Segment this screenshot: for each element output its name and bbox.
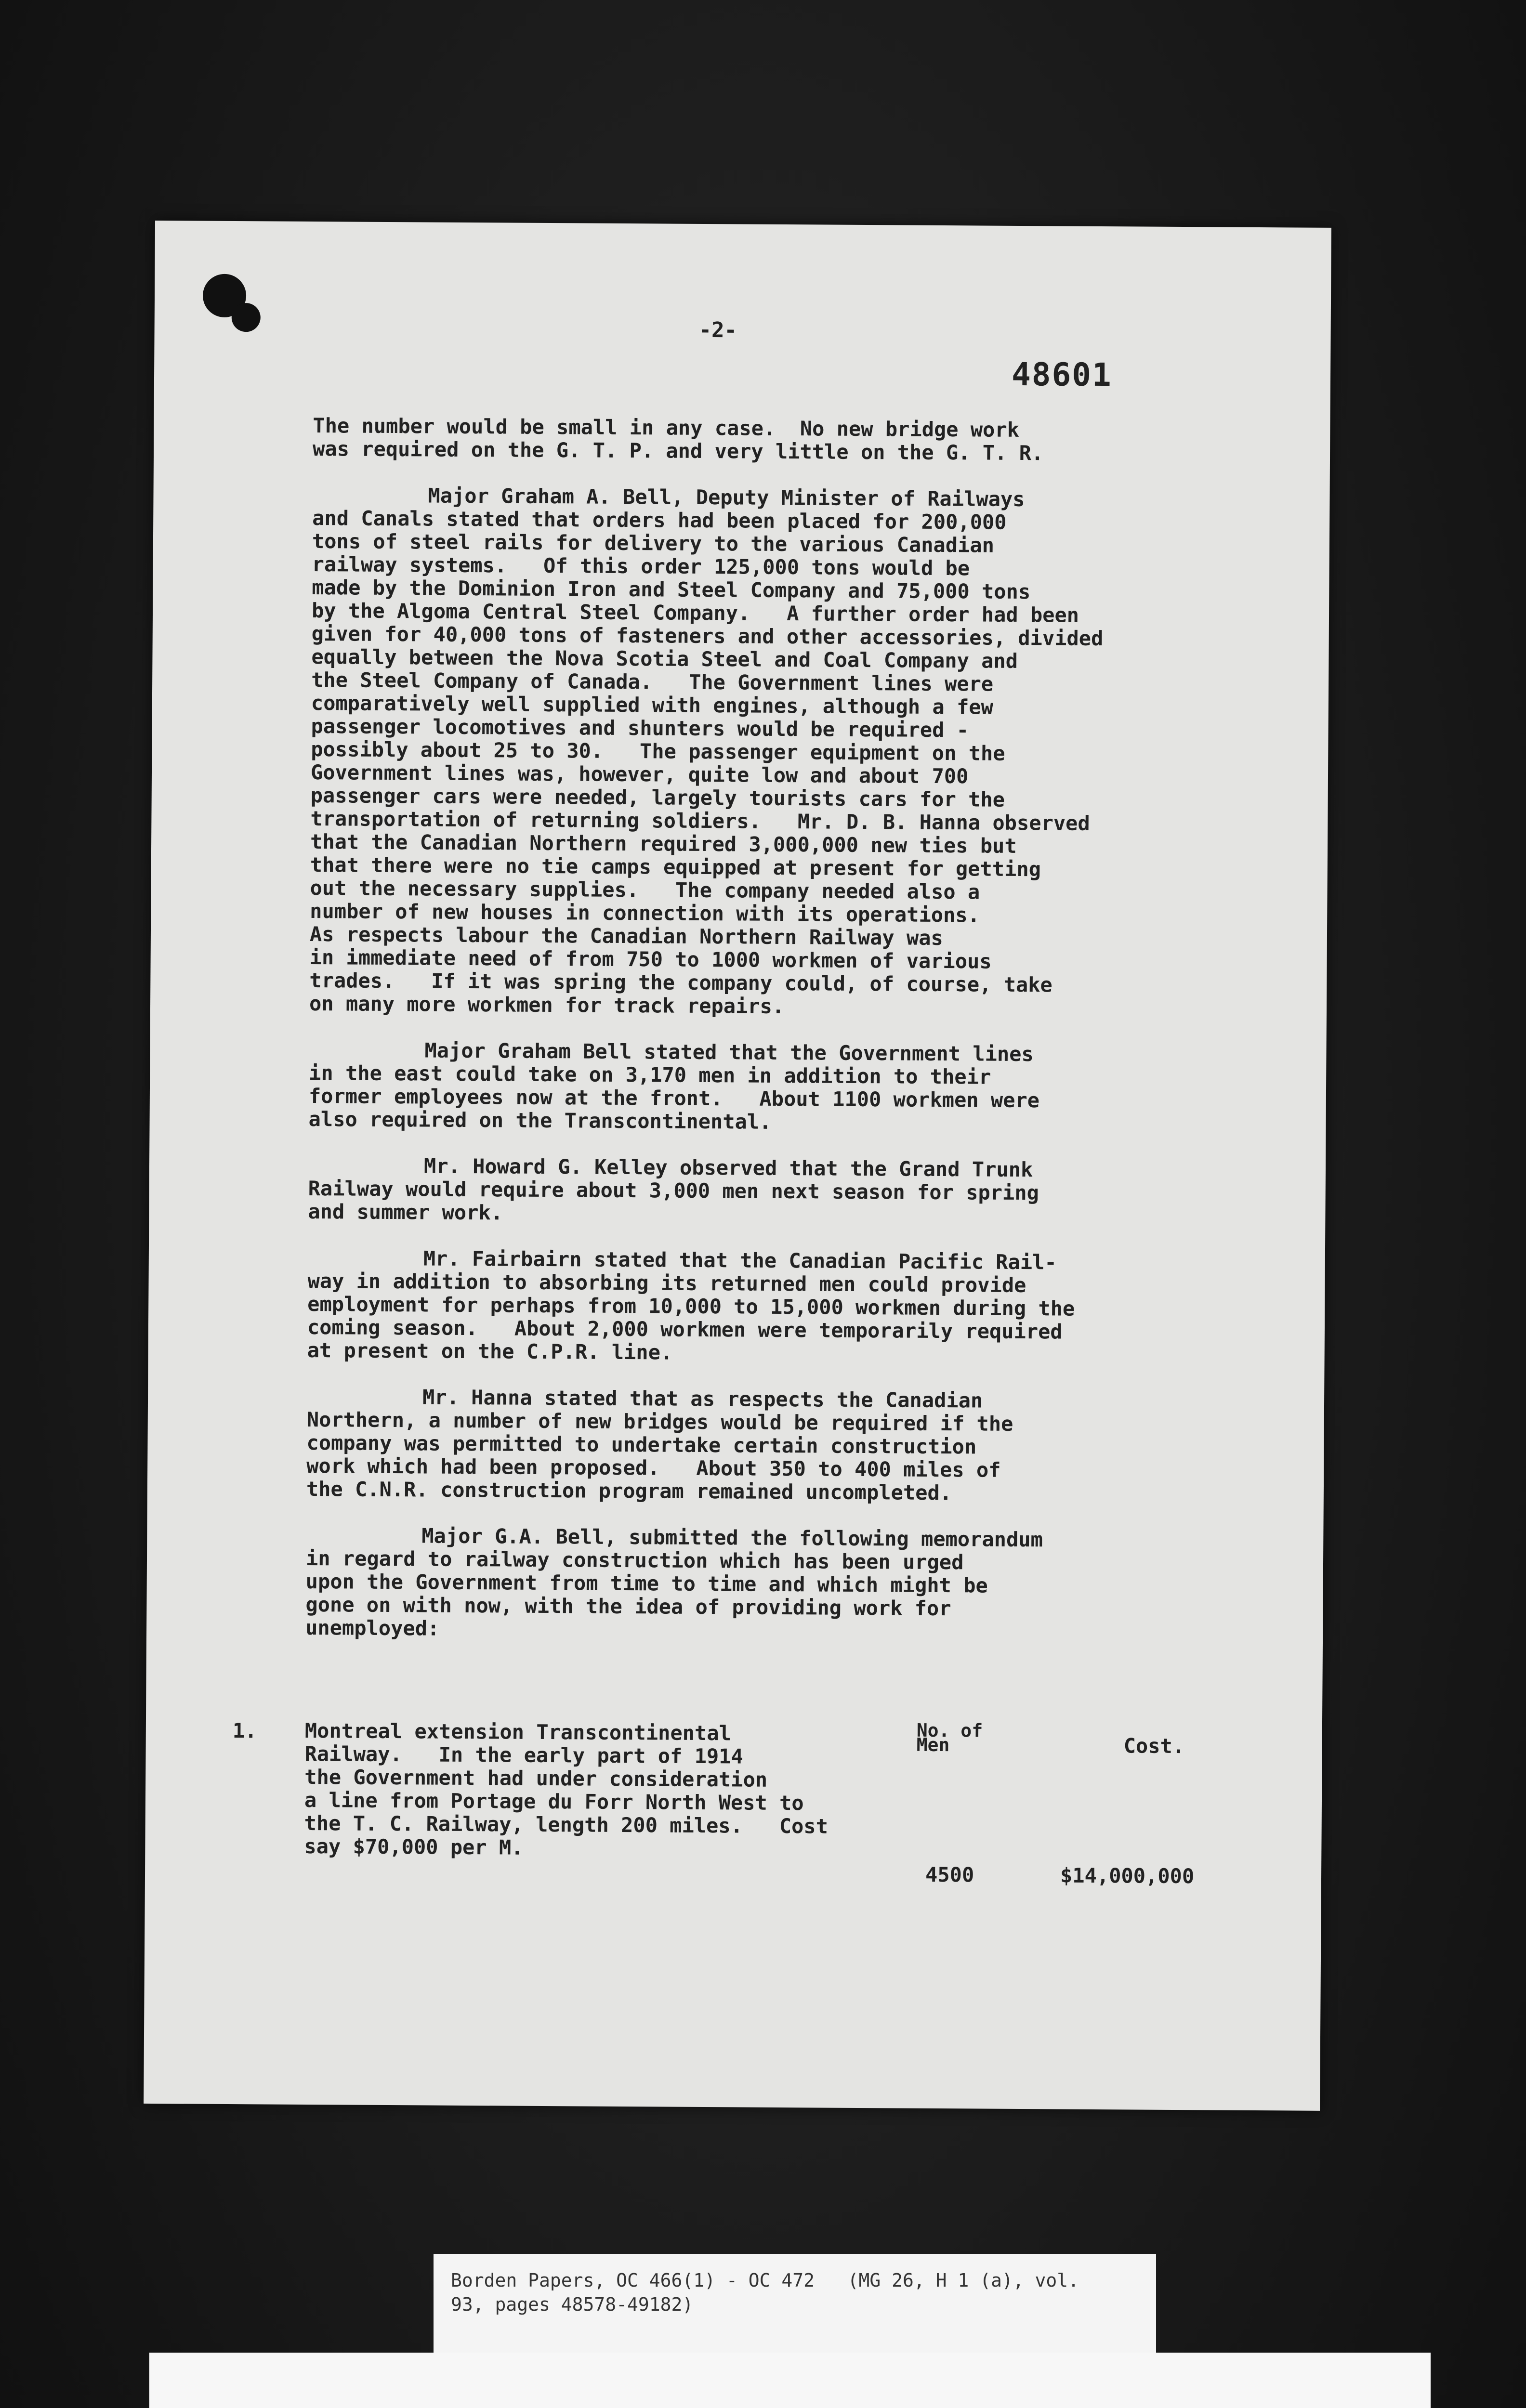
paragraph-2: Major Graham A. Bell, Deputy Minister of Railways and Canals stated that orders had been placed for 200,000 tons of steel rails for delivery to the various Canadian railway systems. Of this order 125,000 tons would be made by the Dominion Iron and Steel Company and 75,000 tons by the Algoma Central Steel Company. A further order had been given for 40,000 tons of fasteners and other accessories, divided equally between the Nova Scotia Steel and Coal Company and the Steel Company of Canada. The Government lines were comparatively well supplied with engines, although a few passenger locomotives and shunters would be required - possibly about 25 to 30. The passenger equipment on the Government lines was, however, quite low and about 700 passenger cars were needed, largely tourists cars for the transportation of returning soldiers. Mr. D. B. Hanna observed that the Canadian Northern required 3,000,000 new ties but that there were no tie camps equipped at present for getting out the necessary supplies. The company needed also a number of new houses in connection with its operations. As respects labour the Canadian Northern Railway was in immediate need of from 750 to 1000 workmen of various trades. If it was spring the company could, of course, take on many more workmen for track repairs. xyxy=(309,484,1104,1019)
body-text xyxy=(305,414,1252,1668)
ink-blot xyxy=(232,303,261,332)
item-text: Montreal extension Transcontinental Railway. In the early part of 1914 the Government had under consideration a line from Portage du Forr North West to the T. C. Railway, length 200 miles. Cost say $70,000 per M. xyxy=(304,1718,829,1859)
memorandum-item-1 xyxy=(231,1719,1244,1927)
column-header-men: No. of Men xyxy=(916,1719,983,1756)
column-header-cost: Cost. xyxy=(1123,1734,1185,1758)
paragraph-7: Major G.A. Bell, submitted the following memorandum in regard to railway construction which has been urged upon the Government from time to time and which might be gone on with now, with the idea of providing work for unemployed: xyxy=(305,1524,1043,1640)
paragraph-1: The number would be small in any case. No new bridge work was required on the G. T. P. and very little on the G. T. R. xyxy=(312,414,1044,465)
paragraph-4: Mr. Howard G. Kelley observed that the Grand Trunk Railway would require about 3,000 men next season for spring and summer work. xyxy=(308,1154,1039,1225)
paragraph-5: Mr. Fairbairn stated that the Canadian Pacific Rail- way in addition to absorbing its returned men could provide employment for perhaps from 10,000 to 15,000 workmen during the coming season. About 2,000 workmen were temporarily required at present on the C.P.R. line. xyxy=(307,1246,1075,1364)
paragraph-3: Major Graham Bell stated that the Government lines in the east could take on 3,170 men in addition to their former employees now at the front. About 1100 workmen were also required on the Transcontinental. xyxy=(308,1038,1040,1134)
men-value: 4500 xyxy=(925,1862,974,1887)
document-id: 48601 xyxy=(1011,355,1113,394)
paragraph-6: Mr. Hanna stated that as respects the Canadian Northern, a number of new bridges would be required if the company was permitted to undertake certain construction work which had been proposed. About 350 to 400 miles of the C.N.R. construction program remained uncompleted. xyxy=(306,1385,1013,1505)
cost-value: $14,000,000 xyxy=(1060,1863,1195,1888)
citation-slip: Borden Papers, OC 466(1) - OC 472 (MG 26, H 1 (a), vol. 93, pages 48578-49182) xyxy=(434,2254,1156,2360)
archive-card xyxy=(149,2353,1431,2408)
item-number: 1. xyxy=(232,1719,257,1743)
document-page xyxy=(144,221,1331,2111)
page-number: -2- xyxy=(698,317,737,343)
